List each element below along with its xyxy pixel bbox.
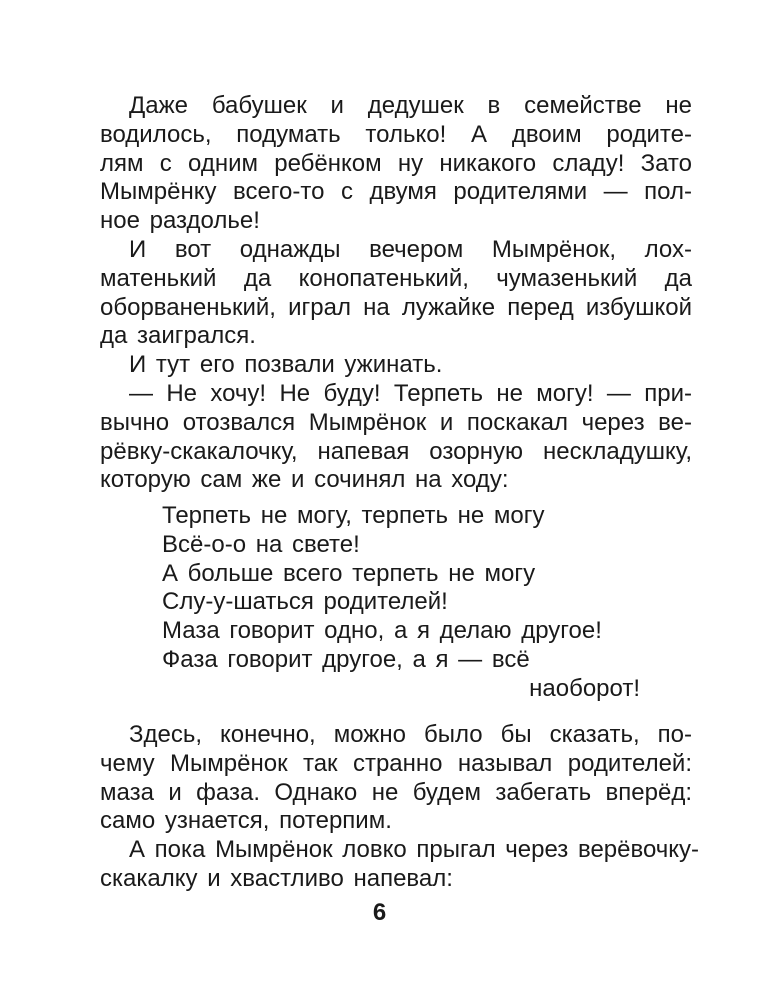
poem-line: А больше всего терпеть не могу <box>162 559 536 587</box>
text-line: лям с одним ребёнком ну никакого сладу! Зато <box>100 149 692 177</box>
poem-line: наоборот! <box>529 674 640 702</box>
text-line: само узнается, потерпим. <box>100 807 392 835</box>
page-number: 6 <box>372 899 387 926</box>
text-line: матенький да конопатенький, чумазенький да <box>100 264 692 292</box>
text-line: вычно отозвался Мымрёнок и поскакал через ве- <box>100 408 692 436</box>
text-line: ное раздолье! <box>100 207 260 235</box>
text-line: — Не хочу! Не буду! Терпеть не могу! — при- <box>129 379 692 407</box>
poem-line: Терпеть не могу, терпеть не могу <box>162 502 545 529</box>
text-line: рёвку-скакалочку, напевая озорную нескладушку, <box>100 437 692 465</box>
text-line: А пока Мымрёнок ловко прыгал через верёвочку- <box>129 836 700 864</box>
poem-line: Слу-у-шаться родителей! <box>162 588 448 616</box>
poem-line: Маза говорит одно, а я делаю другое! <box>162 617 602 645</box>
text-line: маза и фаза. Однако не будем забегать вперёд: <box>100 778 692 806</box>
poem-block <box>162 502 642 704</box>
text-line: которую сам же и сочинял на ходу: <box>100 466 509 494</box>
second-text-block <box>100 721 700 894</box>
text-line: водилось, подумать только! А двоим родите- <box>100 120 692 148</box>
text-line: Здесь, конечно, можно было бы сказать, по- <box>129 721 692 748</box>
poem-line: Всё-о-о на свете! <box>162 530 360 558</box>
text-line: да заигрался. <box>100 322 256 350</box>
text-line: Даже бабушек и дедушек в семействе не <box>129 92 692 119</box>
text-line: скакалку и хвастливо напевал: <box>100 864 453 892</box>
text-line: оборваненький, играл на лужайке перед избушкой <box>100 293 692 321</box>
text-line: И тут его позвали ужинать. <box>129 351 443 379</box>
text-line: Мымрёнку всего-то с двумя родителями — пол- <box>100 178 692 206</box>
main-text-block <box>100 92 692 495</box>
poem-line: Фаза говорит другое, а я — всё <box>162 645 530 673</box>
text-line: чему Мымрёнок так странно называл родителей: <box>100 749 692 777</box>
text-line: И вот однажды вечером Мымрёнок, лох- <box>129 235 692 263</box>
